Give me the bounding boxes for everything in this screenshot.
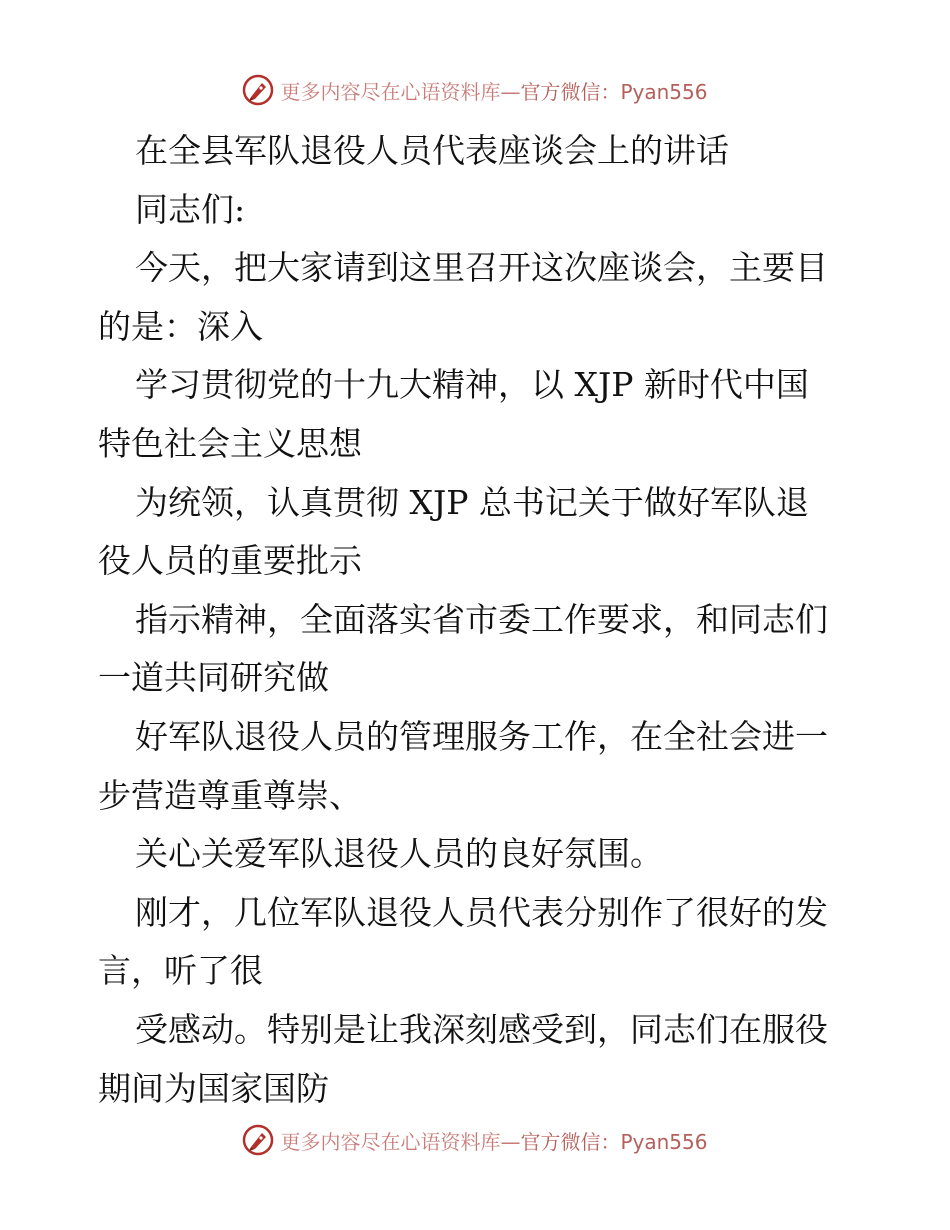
document-title: 在全县军队退役人员代表座谈会上的讲话 [135,131,729,170]
paragraph-line: 学习贯彻党的十九大精神，以 XJP 新时代中国 [135,365,809,405]
document-body [98,122,858,1118]
paragraph-line: 受感动。特别是让我深刻感受到，同志们在服役 [135,1009,828,1049]
paragraph-line: 好军队退役人员的管理服务工作，在全社会进一 [135,716,828,756]
pen-nib-logo-icon [242,1124,274,1156]
footer-banner-text [280,1126,707,1155]
footer-banner-wechat: 官方微信：Pyan556 [520,1129,708,1154]
paragraph-line: 一道共同研究做 [98,658,329,698]
paragraph-line: 特色社会主义思想 [98,423,362,463]
header-banner-separator: — [500,79,521,104]
paragraph-line: 同志们: [135,189,246,229]
footer-watermark-banner [0,1120,950,1160]
pen-nib-logo-icon [242,74,274,106]
paragraph-line: 今天，把大家请到这里召开这次座谈会，主要目 [135,248,828,288]
paragraph-line: 指示精神，全面落实省市委工作要求，和同志们 [135,599,828,639]
header-banner-title: 更多内容尽在心语资料库 [280,79,501,104]
header-banner-wechat: 官方微信：Pyan556 [520,79,708,104]
header-banner-text [280,76,707,105]
paragraph-line: 的是：深入 [98,306,263,346]
paragraph-line: 关心关爱军队退役人员的良好氛围。 [135,834,663,874]
header-watermark-banner [0,70,950,110]
paragraph-line: 刚才，几位军队退役人员代表分别作了很好的发 [135,892,828,932]
footer-banner-title: 更多内容尽在心语资料库 [280,1129,501,1154]
paragraph-line: 期间为国家国防 [98,1068,329,1108]
footer-banner-separator: — [500,1129,521,1154]
paragraph-line: 役人员的重要批示 [98,541,362,581]
paragraph-line: 步营造尊重尊崇、 [98,775,362,815]
paragraph-line: 言，听了很 [98,951,263,991]
paragraph-line: 为统领，认真贯彻 XJP 总书记关于做好军队退 [135,482,809,522]
